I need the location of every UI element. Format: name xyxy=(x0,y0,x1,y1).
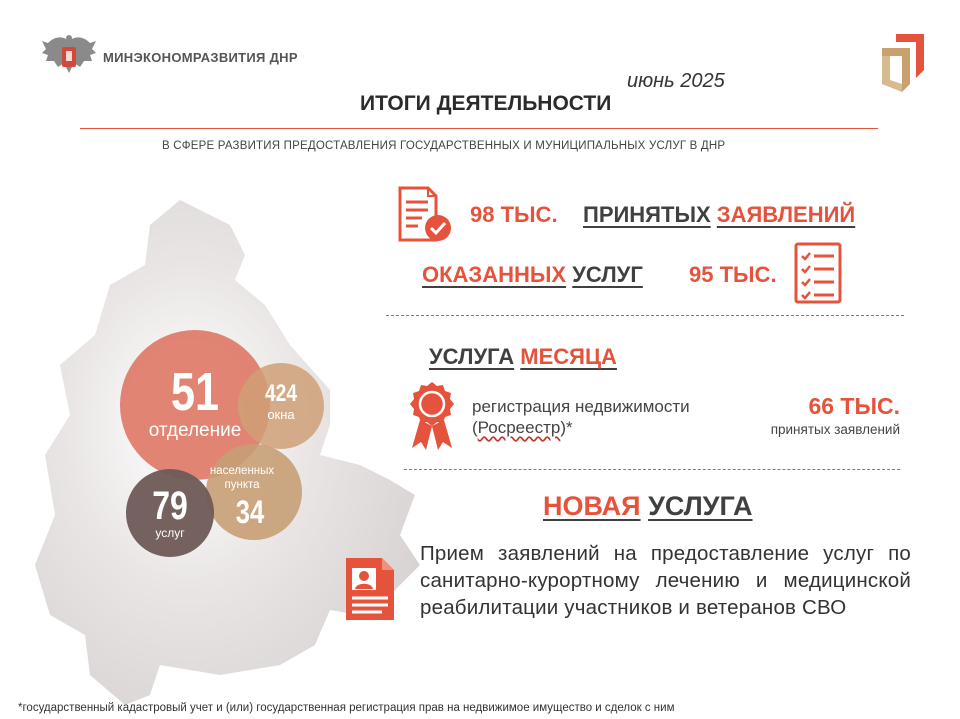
page-subtitle: В СФЕРЕ РАЗВИТИЯ ПРЕДОСТАВЛЕНИЯ ГОСУДАРСТВЕННЫХ И МУНИЦИПАЛЬНЫХ УСЛУГ В ДНР xyxy=(162,140,726,152)
services-value: 79 xyxy=(152,484,188,528)
windows-label: окна xyxy=(267,407,295,422)
service-description-line2 xyxy=(472,417,690,438)
provided-label xyxy=(422,262,643,288)
paren-close: )* xyxy=(560,418,573,437)
windows-value: 424 xyxy=(264,380,298,407)
rosreestr-link: Росреестр xyxy=(477,418,561,437)
service-of-month-value: 66 ТЫС. xyxy=(808,393,900,419)
award-ribbon-icon xyxy=(404,380,460,452)
applications-label-part1: ПРИНЯТЫХ xyxy=(583,202,711,227)
section-divider-2 xyxy=(404,469,900,470)
profile-document-icon xyxy=(342,556,398,622)
title-divider xyxy=(80,128,878,129)
service-of-month-heading xyxy=(429,344,617,370)
applications-label xyxy=(583,202,855,228)
page-title: ИТОГИ ДЕЯТЕЛЬНОСТИ xyxy=(360,92,612,115)
applications-value: 98 ТЫС. xyxy=(470,202,558,227)
service-of-month-heading-part1: УСЛУГА xyxy=(429,344,515,369)
settlements-value: 34 xyxy=(235,494,265,530)
settlements-label: населенных пункта xyxy=(209,465,275,491)
new-service-heading xyxy=(543,491,753,522)
provided-label-part1: ОКАЗАННЫХ xyxy=(422,262,567,287)
service-of-month-heading-part2: МЕСЯЦА xyxy=(520,344,617,369)
service-of-month-value-label: принятых заявлений xyxy=(770,422,900,437)
checklist-icon xyxy=(792,240,846,306)
service-of-month-description xyxy=(472,396,690,438)
services-label: услуг xyxy=(155,526,185,540)
report-date: июнь 2025 xyxy=(627,70,725,92)
new-service-heading-part1: НОВАЯ xyxy=(543,491,641,521)
document-check-icon xyxy=(394,186,456,246)
service-description-line1: регистрация недвижимости xyxy=(472,397,690,416)
section-divider-1 xyxy=(386,315,904,316)
new-service-description: Прием заявлений на предоставление услуг по санитарно-курортному лечению и медицинской реабилитации участников и ветеранов СВО xyxy=(420,542,911,619)
departments-value: 51 xyxy=(170,362,220,422)
applications-label-part2: ЗАЯВЛЕНИЙ xyxy=(716,202,856,227)
provided-value: 95 ТЫС. xyxy=(689,262,777,287)
new-service-heading-part2: УСЛУГА xyxy=(648,491,753,521)
footnote: *государственный кадастровый учет и (или) государственная регистрация прав на недвижимое имущество и сделок с ним xyxy=(18,702,675,714)
paren-open: ( xyxy=(472,418,478,437)
mfc-logo-icon xyxy=(876,30,930,96)
provided-label-part2: УСЛУГ xyxy=(572,262,643,287)
ministry-name: МИНЭКОНОМРАЗВИТИЯ ДНР xyxy=(103,50,298,65)
coat-of-arms-icon xyxy=(40,33,98,83)
departments-label: отделение xyxy=(148,420,242,441)
